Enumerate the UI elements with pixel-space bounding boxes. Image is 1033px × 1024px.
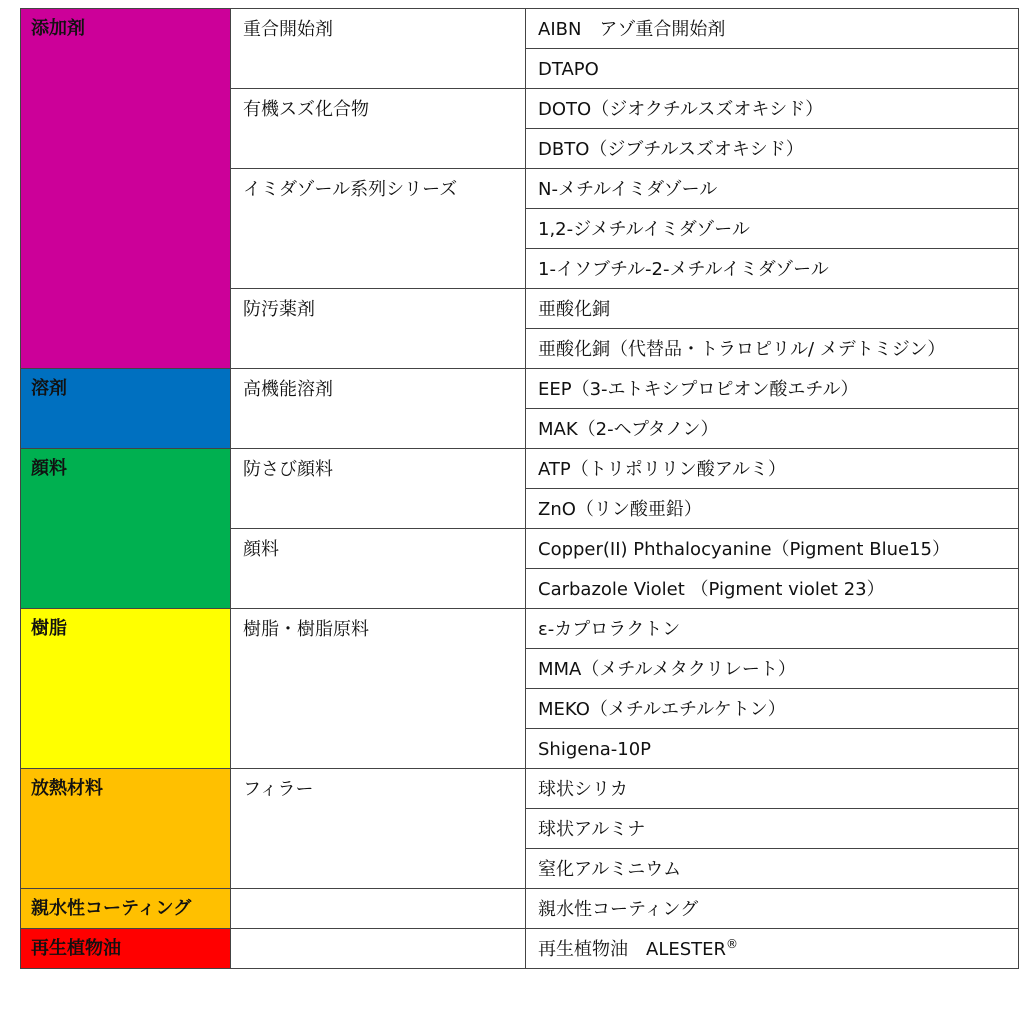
category-cell: 樹脂	[21, 609, 231, 769]
product-item-label: MAK（2-ヘプタノン）	[538, 419, 719, 440]
subcategory-cell: 防さび顔料	[231, 449, 526, 529]
product-item-label: 窒化アルミニウム	[538, 859, 682, 880]
product-item-cell	[526, 89, 1019, 129]
product-item-label: DOTO（ジオクチルスズオキシド）	[538, 99, 824, 120]
product-item-cell	[526, 649, 1019, 689]
subcategory-cell	[231, 889, 526, 929]
product-item-cell	[526, 689, 1019, 729]
product-item-cell	[526, 729, 1019, 769]
subcategory-cell: 樹脂・樹脂原料	[231, 609, 526, 769]
product-table	[20, 8, 1019, 969]
category-cell: 添加剤	[21, 9, 231, 369]
category-cell: 親水性コーティング	[21, 889, 231, 929]
product-item-cell	[526, 409, 1019, 449]
table-row	[21, 369, 1019, 409]
category-cell: 顔料	[21, 449, 231, 609]
registered-trademark-mark: ®	[726, 937, 739, 951]
subcategory-cell: 顔料	[231, 529, 526, 609]
product-item-cell	[526, 329, 1019, 369]
product-item-cell	[526, 889, 1019, 929]
product-item-cell	[526, 9, 1019, 49]
table-row	[21, 769, 1019, 809]
product-item-cell	[526, 929, 1019, 969]
product-item-cell	[526, 289, 1019, 329]
product-item-cell	[526, 609, 1019, 649]
product-item-label: DTAPO	[538, 59, 599, 80]
product-item-label: ATP（トリポリリン酸アルミ）	[538, 459, 787, 480]
product-item-label: 球状シリカ	[538, 779, 628, 800]
subcategory-cell: 防汚薬剤	[231, 289, 526, 369]
product-item-cell	[526, 249, 1019, 289]
table-row	[21, 449, 1019, 489]
product-table-body	[21, 9, 1019, 969]
table-row	[21, 889, 1019, 929]
product-item-cell	[526, 769, 1019, 809]
product-item-cell	[526, 569, 1019, 609]
product-item-label: DBTO（ジブチルスズオキシド）	[538, 139, 804, 160]
product-item-cell	[526, 209, 1019, 249]
product-item-label: 1-イソブチル-2-メチルイミダゾール	[538, 259, 829, 280]
subcategory-cell: 重合開始剤	[231, 9, 526, 89]
subcategory-cell: フィラー	[231, 769, 526, 889]
product-item-label: MMA（メチルメタクリレート）	[538, 659, 796, 680]
product-item-label: 親水性コーティング	[538, 899, 699, 920]
product-item-cell	[526, 169, 1019, 209]
product-table-container	[20, 8, 1019, 969]
product-item-label: Shigena-10P	[538, 739, 652, 760]
subcategory-cell: イミダゾール系列シリーズ	[231, 169, 526, 289]
product-item-label: 球状アルミナ	[538, 819, 646, 840]
product-item-label: 1,2-ジメチルイミダゾール	[538, 219, 750, 240]
subcategory-cell: 有機スズ化合物	[231, 89, 526, 169]
product-item-label: 亜酸化銅	[538, 299, 610, 320]
product-item-cell	[526, 849, 1019, 889]
product-item-label: Copper(II) Phthalocyanine（Pigment Blue15）	[538, 539, 950, 560]
product-item-cell	[526, 129, 1019, 169]
product-item-cell	[526, 489, 1019, 529]
product-item-label: ZnO（リン酸亜鉛）	[538, 499, 702, 520]
product-item-cell	[526, 49, 1019, 89]
subcategory-cell: 高機能溶剤	[231, 369, 526, 449]
table-row	[21, 609, 1019, 649]
table-row	[21, 929, 1019, 969]
product-item-label: AIBN アゾ重合開始剤	[538, 19, 726, 40]
product-item-label: 亜酸化銅（代替品・トラロピリル/ メデトミジン）	[538, 339, 946, 360]
category-cell: 再生植物油	[21, 929, 231, 969]
product-item-cell	[526, 369, 1019, 409]
product-item-label: ε-カプロラクトン	[538, 619, 681, 640]
product-item-label: Carbazole Violet （Pigment violet 23）	[538, 579, 885, 600]
product-item-label: EEP（3-エトキシプロピオン酸エチル）	[538, 379, 859, 400]
product-item-label: N-メチルイミダゾール	[538, 179, 718, 200]
product-item-cell	[526, 529, 1019, 569]
subcategory-cell	[231, 929, 526, 969]
category-cell: 溶剤	[21, 369, 231, 449]
category-cell: 放熱材料	[21, 769, 231, 889]
product-item-cell	[526, 809, 1019, 849]
product-item-cell	[526, 449, 1019, 489]
product-item-label: MEKO（メチルエチルケトン）	[538, 699, 786, 720]
table-row	[21, 9, 1019, 49]
product-item-label: 再生植物油 ALESTER	[538, 939, 727, 960]
